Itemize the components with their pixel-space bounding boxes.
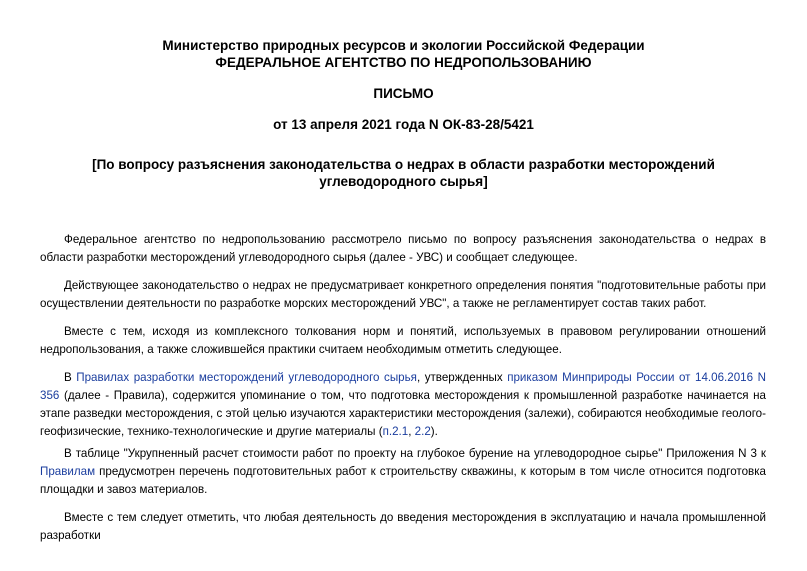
ministry-name: Министерство природных ресурсов и экологии Российской Федерации [162,38,645,53]
rules-appendix-link[interactable]: Правилам [40,465,96,478]
paragraph-5-text-1: В таблице "Укрупненный расчет стоимости работ по проекту на глубокое бурение на углеводородное сырье" Приложения N 3 к [64,447,766,460]
document-subject-line-2: углеводородного сырья] [319,174,488,189]
paragraph-5 [40,445,766,499]
document-subject-line-1: [По вопросу разъяснения законодательства о недрах в области разработки месторождений [92,157,715,172]
order-link[interactable]: приказом Минприроды России от 14.06.2016 N 356 [40,371,766,402]
paragraph-3: Вместе с тем, исходя из комплексного толкования норм и понятий, используемых в правовом регулировании отношений недропользования, а также сложившейся практики считаем необходимым отметить следующее. [40,325,766,356]
agency-name: ФЕДЕРАЛЬНОЕ АГЕНТСТВО ПО НЕДРОПОЛЬЗОВАНИЮ [215,55,592,70]
rules-link[interactable]: Правилах разработки месторождений углеводородного сырья [76,371,417,384]
paragraph-4-text-4: , [408,425,415,438]
paragraph-6: Вместе с тем следует отметить, что любая деятельность до введения месторождения в эксплуатацию и начала промышленной разработки [40,511,766,542]
paragraph-1: Федеральное агентство по недропользованию рассмотрело письмо по вопросу разъяснения законодательства о недрах в области разработки месторождений углеводородного сырья (далее - УВС) и сообщает следующее. [40,233,766,264]
paragraph-4-text-2: , утвержденных [416,371,508,384]
paragraph-5-text-2: предусмотрен перечень подготовительных работ к строительству скважины, к которым в том числе относится подготовка площадки и завоз материалов. [40,465,766,496]
paragraph-4 [40,369,766,441]
paragraph-4-text-3: (далее - Правила), содержится упоминание о том, что подготовка месторождения к промышленной разработке начинается на этапе разведки месторождения, с этой целью изучаются характеристики месторождения (залежи), собираются необходимые геолого-геофизические, технико-технологические и другие материалы ( [40,389,766,438]
paragraph-4-text-1: В [64,371,77,384]
document-type: ПИСЬМО [373,86,434,101]
clause-2-2-link[interactable]: 2.2 [414,425,431,438]
paragraph-2: Действующее законодательство о недрах не предусматривает конкретного определения понятия "подготовительные работы при осуществлении деятельности по разработке морских месторождений УВС", а также не регламентирует состав таких работ. [40,279,766,310]
clause-2-1-link[interactable]: п.2.1 [382,425,409,438]
paragraph-4-text-5: ). [430,425,438,438]
document-date-number: от 13 апреля 2021 года N ОК-83-28/5421 [273,117,534,132]
